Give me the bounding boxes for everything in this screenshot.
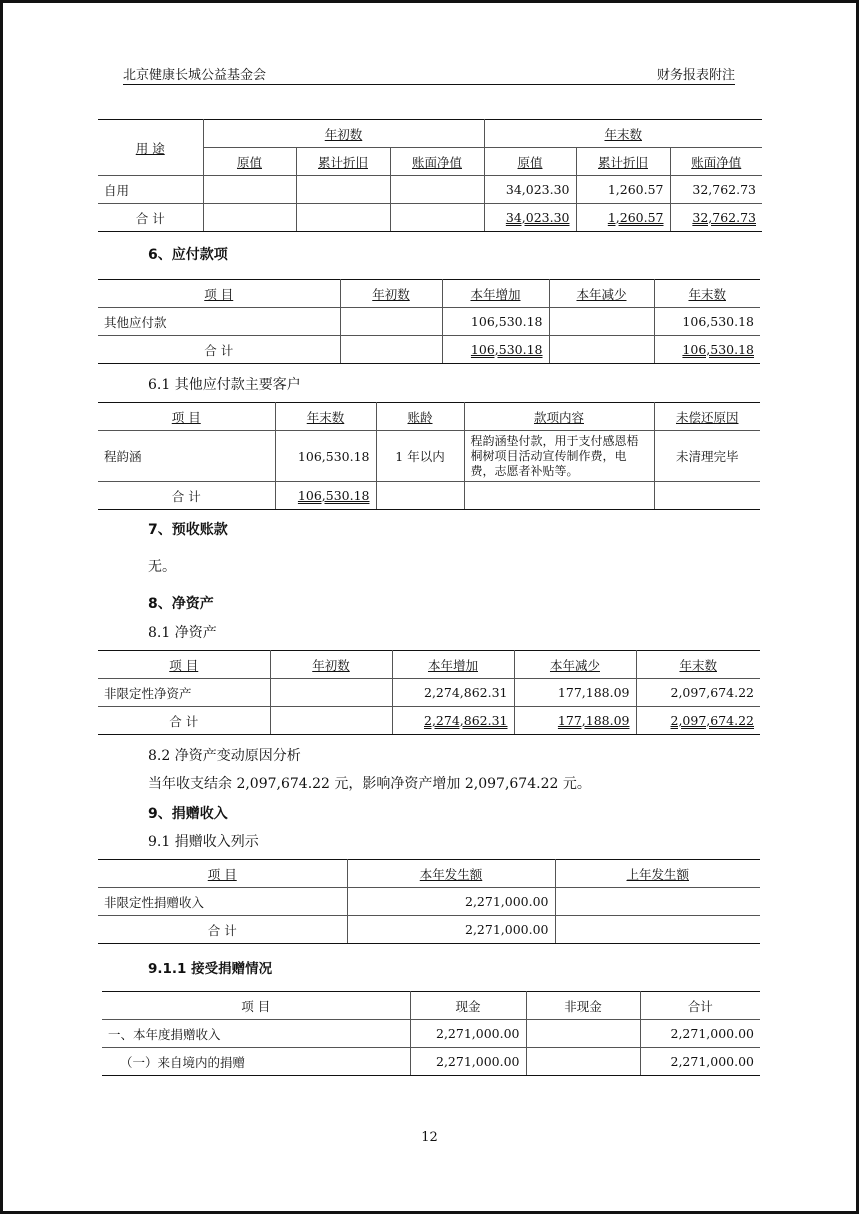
table-row: 一、本年度捐赠收入 2,271,000.00 2,271,000.00	[102, 1020, 760, 1048]
sub-header: 累计折旧	[296, 148, 390, 176]
sub-header: 账面净值	[390, 148, 484, 176]
table-row-total: 合 计 2,271,000.00	[98, 916, 760, 944]
donation-income-table: 项 目 本年发生额 上年发生额 非限定性捐赠收入 2,271,000.00 合 计 2,271,000.00	[98, 859, 760, 944]
sub-header: 累计折旧	[576, 148, 670, 176]
section-9-1-heading: 9.1 捐赠收入列示	[148, 834, 259, 850]
table-row: （一）来自境内的捐赠 2,271,000.00 2,271,000.00	[102, 1048, 760, 1076]
section-6-1-heading: 6.1 其他应付款主要客户	[148, 377, 301, 393]
section-8-heading: 8、净资产	[148, 596, 214, 612]
payables-customers-table: 项 目 年末数 账龄 款项内容 未偿还原因 程韵涵 106,530.18 1 年以内 程韵涵垫付款，用于支付感恩梧桐树项目活动宣传制作费，电费，志愿者补贴等。 未清理完毕 合 计 106,530.18	[98, 402, 760, 510]
section-9-1-1-heading: 9.1.1 接受捐赠情况	[148, 961, 273, 977]
col-end: 年末数	[484, 120, 762, 148]
col-use: 用 途	[98, 120, 203, 176]
section-8-2-heading: 8.2 净资产变动原因分析	[148, 748, 301, 764]
page-header	[123, 64, 735, 85]
org-name: 北京健康长城公益基金会	[123, 68, 267, 83]
fixed-assets-table	[98, 119, 762, 232]
table-row-total: 合 计 34,023.30 1,260.57 32,762.73	[98, 204, 762, 232]
table-row: 非限定性净资产 2,274,862.31 177,188.09 2,097,674.22	[98, 679, 760, 707]
section-9-heading: 9、捐赠收入	[148, 806, 228, 822]
payables-table: 项 目 年初数 本年增加 本年减少 年末数 其他应付款 106,530.18 106,530.18 合 计 106,530.18 106,530.18	[98, 279, 760, 364]
section-7-text: 无。	[148, 559, 176, 575]
section-7-heading: 7、预收账款	[148, 522, 228, 538]
doc-type: 财务报表附注	[656, 68, 735, 83]
col-begin: 年初数	[203, 120, 484, 148]
table-row: 程韵涵 106,530.18 1 年以内 程韵涵垫付款，用于支付感恩梧桐树项目活动宣传制作费，电费，志愿者补贴等。 未清理完毕	[98, 431, 760, 482]
sub-header: 原值	[203, 148, 296, 176]
section-6-heading: 6、应付款项	[148, 247, 228, 263]
section-8-1-heading: 8.1 净资产	[148, 625, 217, 641]
section-8-2-text: 当年收支结余 2,097,674.22 元，影响净资产增加 2,097,674.22 元。	[148, 776, 591, 792]
sub-header: 账面净值	[670, 148, 762, 176]
page-number: 12	[421, 1130, 438, 1145]
donations-received-table: 项 目 现金 非现金 合计 一、本年度捐赠收入 2,271,000.00 2,271,000.00 （一）来自境内的捐赠 2,271,000.00 2,271,000.00	[102, 991, 760, 1076]
table-row-total: 合 计 2,274,862.31 177,188.09 2,097,674.22	[98, 707, 760, 735]
table-row-total: 合 计 106,530.18 106,530.18	[98, 336, 760, 364]
table-row: 非限定性捐赠收入 2,271,000.00	[98, 888, 760, 916]
sub-header: 原值	[484, 148, 576, 176]
table-row: 其他应付款 106,530.18 106,530.18	[98, 308, 760, 336]
table-row-total: 合 计 106,530.18	[98, 482, 760, 510]
table-row: 自用 34,023.30 1,260.57 32,762.73	[98, 176, 762, 204]
net-assets-table: 项 目 年初数 本年增加 本年减少 年末数 非限定性净资产 2,274,862.31 177,188.09 2,097,674.22 合 计 2,274,862.31 177,188.09 2,097,674.22	[98, 650, 760, 735]
